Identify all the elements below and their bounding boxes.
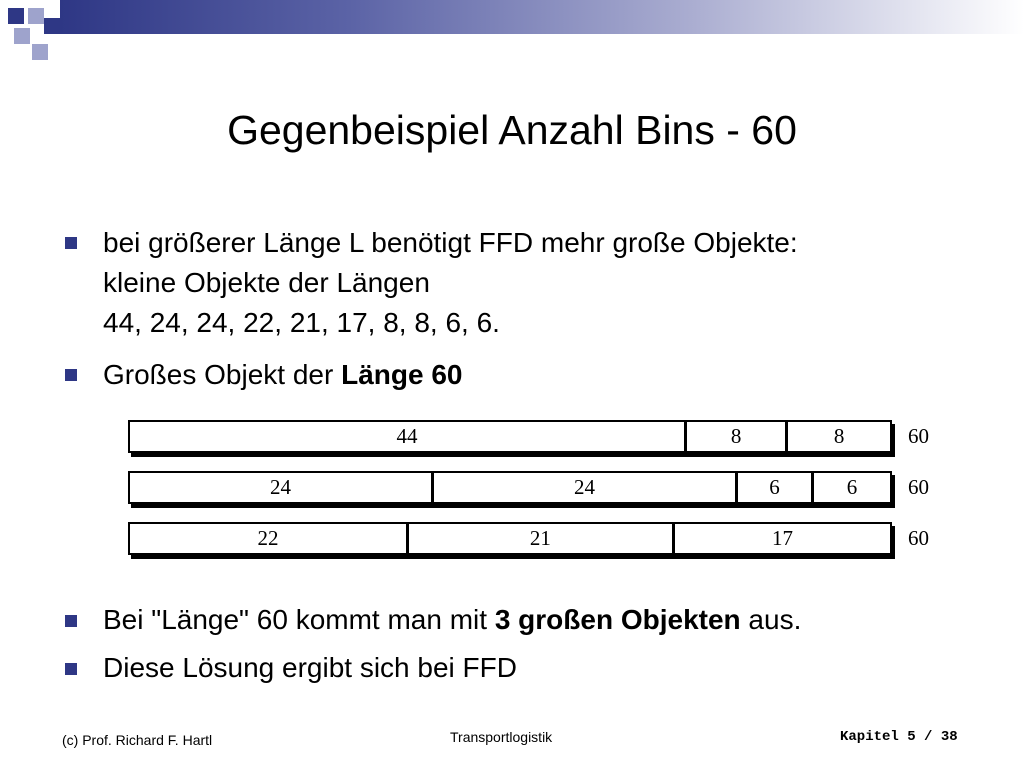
bullet-icon (65, 237, 77, 249)
bin-segment: 8 (833, 424, 845, 448)
bullet-text-4: Diese Lösung ergibt sich bei FFD (103, 652, 517, 683)
bullet-text-1 (103, 223, 798, 343)
bin-row (128, 522, 892, 555)
bullet-icon (65, 615, 77, 627)
bin-segment: 17 (771, 526, 793, 550)
deco-square (28, 8, 44, 24)
footer-course: Transportlogistik (450, 729, 553, 745)
bin-segment: 6 (738, 473, 814, 502)
bin-row (128, 420, 892, 453)
bullet-line: 44, 24, 24, 22, 21, 17, 8, 8, 6, 6. (103, 307, 500, 338)
bin-capacity-label: 60 (908, 526, 929, 550)
bullet-text-3 (103, 600, 801, 640)
footer-author: (c) Prof. Richard F. Hartl (62, 732, 213, 748)
bin-segment: 21 (409, 524, 675, 553)
bullet-text: Bei "Länge" 60 kommt man mit (103, 604, 495, 635)
bin-segment: 8 (687, 422, 788, 451)
bin-segment: 24 (434, 473, 738, 502)
bin-row (128, 471, 892, 504)
bullet-icon (65, 369, 77, 381)
bullet-bold-text: Länge 60 (341, 359, 463, 390)
bin-segment: 24 (130, 473, 434, 502)
deco-square (32, 44, 48, 60)
bin-segment: 44 (130, 422, 687, 451)
bin-capacity-label: 60 (908, 475, 929, 499)
bullet-line: kleine Objekte der Längen (103, 267, 430, 298)
bin-segment: 22 (130, 524, 409, 553)
bullet-text: Großes Objekt der (103, 359, 342, 390)
bullet-line: bei größerer Länge L benötigt FFD mehr große Objekte: (103, 227, 798, 258)
deco-square (14, 28, 30, 44)
header-gradient-bar (60, 0, 1024, 34)
deco-square (8, 8, 24, 24)
bullet-icon (65, 663, 77, 675)
footer-page: Kapitel 5 / 38 (840, 729, 958, 745)
bin-segment: 6 (846, 475, 858, 499)
bin-capacity-label: 60 (908, 424, 929, 448)
deco-square (44, 18, 60, 34)
slide-title: Gegenbeispiel Anzahl Bins - 60 (227, 107, 797, 153)
bullet-text: aus. (740, 604, 802, 635)
bullet-text-2 (103, 355, 462, 395)
bullet-bold-text: 3 großen Objekten (494, 604, 741, 635)
